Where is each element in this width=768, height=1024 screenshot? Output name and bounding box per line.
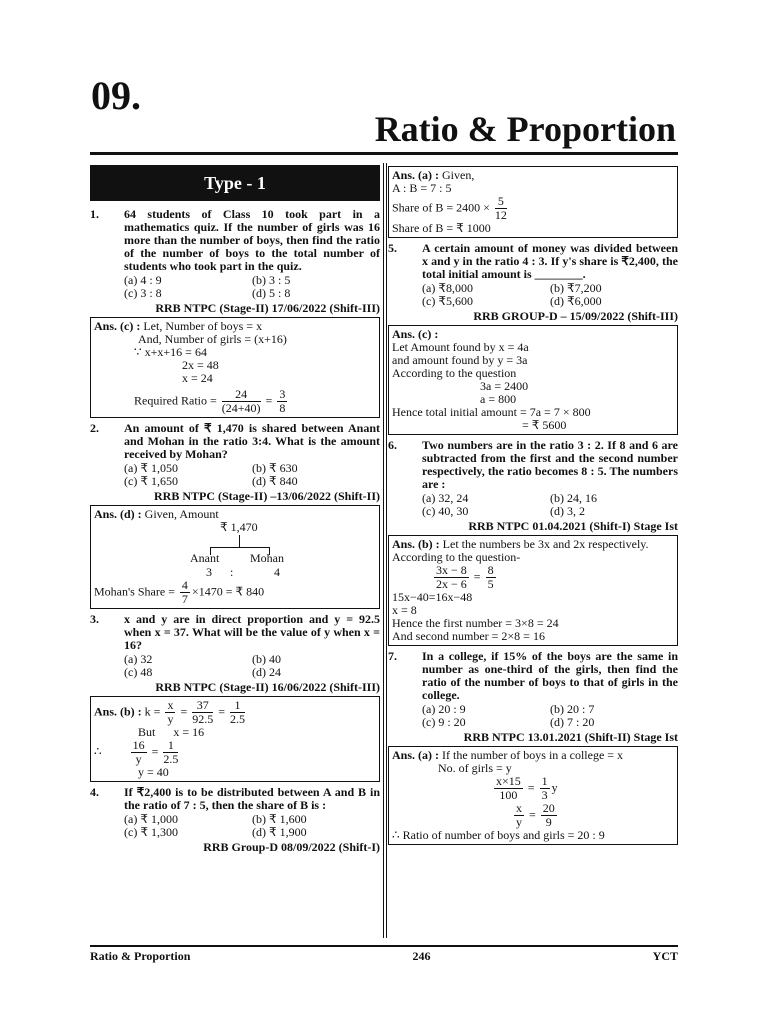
question-number: 1.: [90, 207, 99, 221]
answer-line: No. of girls = y: [438, 761, 512, 775]
answer-formula: [392, 195, 674, 222]
option-d: (d) 24: [252, 665, 281, 679]
denominator: 9: [545, 815, 552, 829]
fraction: [180, 579, 190, 606]
person-mohan: Mohan: [250, 551, 284, 565]
options: [90, 462, 380, 488]
publisher-mark: YCT: [652, 949, 678, 963]
fraction: [495, 195, 507, 222]
question-text: An amount of ₹ 1,470 is shared between Anant and Mohan in the ratio 3:4. What is the amount received by Mohan?: [124, 421, 380, 461]
question-1: [90, 208, 380, 273]
option-c: (c) 40, 30: [422, 504, 469, 518]
answer-line: ∴ Ratio of number of boys and girls = 20 : 9: [392, 828, 605, 842]
options: [90, 274, 380, 300]
question-number: 6.: [388, 438, 397, 452]
answer-line: x = 8: [392, 603, 417, 617]
answer-line: ×1470 = ₹ 840: [191, 584, 265, 599]
total-amount: ₹ 1,470: [220, 520, 258, 534]
answer-value: x = 16: [173, 725, 205, 739]
question-text: x and y are in direct proportion and y = 92.5 when x = 37. What will be the value of y when x = 16?: [124, 612, 380, 652]
question-text: In a college, if 15% of the boys are the same in number as one-third of the girls, then find the ratio of the number of boys to that of girls in the college.: [422, 649, 678, 702]
denominator: 2x − 6: [436, 577, 467, 591]
answer-head: Ans. (d) :: [94, 507, 142, 521]
denominator: 92.5: [192, 712, 214, 726]
option-c: (c) 3 : 8: [124, 286, 162, 300]
numerator: 3x − 8: [436, 563, 467, 577]
answer-formula: $\frac{x\times 15}{100}$ = $\frac{1}{3}$ y: [496, 774, 558, 802]
footer-title: Ratio & Proportion: [90, 949, 191, 963]
fraction: [540, 775, 550, 802]
denominator: 2.5: [163, 752, 179, 766]
question-5: [388, 242, 678, 281]
answer-line: x = 24: [182, 371, 213, 385]
option-b: (b) ₹ 1,600: [252, 812, 307, 826]
option-c: (c) 48: [124, 665, 153, 679]
answer-5: [388, 325, 678, 435]
option-d: (d) ₹ 1,900: [252, 825, 307, 839]
question-text: Two numbers are in the ratio 3 : 2. If 8 and 6 are subtracted from the first and the second number respectively, the ratio becomes 8 : 5. The numbers are :: [422, 438, 678, 491]
answer-line: 2x = 48: [182, 358, 219, 372]
fraction: [277, 388, 287, 415]
numerator: x×15: [496, 774, 521, 788]
numerator: x: [167, 698, 174, 712]
fraction: [494, 775, 523, 802]
tree-line: [239, 535, 240, 547]
answer-line: Let, Number of boys = x: [143, 319, 263, 333]
page-number: 246: [412, 949, 431, 963]
options: [388, 282, 678, 308]
options: [388, 492, 678, 518]
denominator: (24+40): [221, 401, 261, 415]
options: [90, 813, 380, 839]
question-number: 7.: [388, 649, 397, 663]
option-a: (a) ₹8,000: [422, 281, 473, 295]
fraction: [514, 802, 524, 829]
option-b: (b) 40: [252, 652, 281, 666]
answer-1: [90, 317, 380, 418]
numerator: 1: [541, 774, 548, 788]
options: [388, 703, 678, 729]
person-anant: Anant: [190, 551, 220, 565]
answer-7: [388, 746, 678, 845]
page-footer: [90, 945, 678, 964]
numerator: 1: [163, 739, 178, 753]
answer-formula: ∴ $\frac{16}{y}$ = $\frac{1}{2.5}$: [94, 738, 179, 766]
answer-head: Ans. (b) :: [392, 537, 440, 551]
answer-line: ∵ x+x+16 = 64: [134, 345, 207, 359]
option-c: (c) 9 : 20: [422, 715, 466, 729]
answer-line: 15x−40=16x−48: [392, 590, 473, 604]
answer-3: [90, 696, 380, 782]
answer-line: 3a = 2400: [480, 379, 529, 393]
numerator: 20: [542, 801, 555, 815]
option-a: (a) 20 : 9: [422, 702, 466, 716]
denominator: y: [135, 752, 142, 766]
fraction: [222, 388, 261, 415]
option-d: (d) ₹6,000: [550, 294, 602, 308]
question-source: RRB NTPC 13.01.2021 (Shift-II) Stage Ist: [463, 730, 678, 744]
ratio-part: 3: [206, 565, 212, 579]
fraction: [486, 564, 496, 591]
answer-line: a = 800: [480, 392, 517, 406]
question-6: [388, 439, 678, 491]
question-7: [388, 650, 678, 702]
answer-head: Ans. (a) :: [392, 168, 439, 182]
question-number: 4.: [90, 785, 99, 799]
answer-head: Ans. (a) :: [392, 748, 439, 762]
option-b: (b) 3 : 5: [252, 273, 291, 287]
option-c: (c) ₹ 1,650: [124, 474, 178, 488]
ratio-colon: :: [230, 565, 234, 579]
numerator: 37: [192, 699, 213, 713]
answer-line: Let the numbers be 3x and 2x respectively.: [442, 537, 649, 551]
column-divider: [383, 163, 384, 938]
question-text: A certain amount of money was divided between x and y in the ratio 4 : 3. If y's share is ₹2,400, the total initial amount is ________.: [422, 241, 678, 281]
numerator: 3: [279, 387, 286, 401]
ratio-part: 4: [274, 565, 280, 579]
split-diagram: [94, 521, 376, 579]
question-text: If ₹2,400 is to be distributed between A and B in the ratio of 7 : 5, then the share of B is :: [124, 785, 380, 812]
question-source: RRB NTPC (Stage-II) –13/06/2022 (Shift-II): [154, 489, 380, 503]
question-2: [90, 422, 380, 461]
question-source: RRB NTPC (Stage-II) 16/06/2022 (Shift-III): [155, 680, 380, 694]
answer-line: Required Ratio =: [134, 393, 217, 408]
question-number: 2.: [90, 421, 99, 435]
numerator: 24: [222, 388, 261, 402]
option-c: (c) ₹5,600: [422, 294, 473, 308]
option-a: (a) ₹ 1,050: [124, 461, 178, 475]
denominator: y: [167, 712, 174, 726]
option-a: (a) 32, 24: [422, 491, 469, 505]
question-3: [90, 613, 380, 652]
option-b: (b) 20 : 7: [550, 702, 595, 716]
numerator: 8: [487, 563, 494, 577]
numerator: x: [516, 801, 522, 815]
denominator: y: [516, 815, 522, 829]
option-a: (a) 32: [124, 652, 153, 666]
answer-formula: Ans. (b) : k = $\frac{x}{y}$ = $\frac{37}{92.5}$ = $\frac{1}{2.5}$: [94, 698, 246, 726]
denominator: 100: [499, 788, 518, 802]
answer-head: Ans. (c) :: [94, 319, 141, 333]
chapter-number: 09.: [91, 73, 141, 118]
fraction: [163, 739, 178, 766]
option-a: (a) 4 : 9: [124, 273, 162, 287]
question-text: 64 students of Class 10 took part in a mathematics quiz. If the number of girls was 16 more than the number of boys, then find the ratio of the number of boys to the total number of students who took part in the quiz.: [124, 207, 380, 273]
option-b: (b) 24, 16: [550, 491, 597, 505]
question-4: [90, 786, 380, 812]
right-column: [388, 163, 678, 849]
title-rule: [90, 152, 678, 155]
answer-line: Hence the first number = 3×8 = 24: [392, 616, 559, 630]
answer-line: Let Amount found by x = 4a: [392, 340, 529, 354]
question-number: 5.: [388, 241, 397, 255]
answer-formula: [94, 579, 376, 606]
answer-line: Hence total initial amount = 7a = 7 × 800: [392, 405, 591, 419]
answer-formula: $\frac{x}{y}$ = $\frac{20}{9}$: [516, 801, 555, 829]
type-heading: Type - 1: [90, 165, 380, 201]
denominator: 3: [541, 788, 548, 802]
numerator: 16: [132, 738, 145, 752]
answer-line: A : B = 7 : 5: [392, 181, 452, 195]
answer-2: [90, 505, 380, 609]
answer-line: Given,: [442, 168, 475, 182]
answer-formula: Required Ratio = $\frac{24}{(24+40)}$ = $\frac{3}{8}$: [134, 387, 286, 415]
variable: y: [551, 780, 558, 795]
question-source: RRB GROUP-D – 15/09/2022 (Shift-III): [473, 309, 678, 323]
option-d: (d) ₹ 840: [252, 474, 298, 488]
answer-line: y = 40: [138, 765, 169, 779]
answer-line: and amount found by y = 3a: [392, 353, 528, 367]
answer-word: But: [138, 725, 156, 739]
therefore-symbol: ∴: [94, 744, 102, 759]
column-divider: [386, 163, 387, 938]
answer-line: If the number of boys in a college = x: [442, 748, 624, 762]
tree-line: [210, 547, 270, 548]
fraction: [192, 699, 213, 726]
answer-formula: $\frac{3x - 8}{2x - 6}$ = $\frac{8}{5}$: [436, 563, 494, 591]
answer-4: [388, 166, 678, 238]
answer-line: According to the question-: [392, 550, 521, 564]
options: [90, 653, 380, 679]
question-source: RRB NTPC (Stage-II) 17/06/2022 (Shift-III): [155, 301, 380, 315]
question-source: RRB NTPC 01.04.2021 (Shift-I) Stage Ist: [468, 519, 678, 533]
question-source: RRB Group-D 08/09/2022 (Shift-I): [203, 840, 380, 854]
left-column: [90, 163, 380, 854]
answer-head: Ans. (c) :: [392, 327, 439, 341]
fraction: [434, 564, 469, 591]
option-c: (c) ₹ 1,300: [124, 825, 178, 839]
answer-line: Share of B = 2400 ×: [392, 200, 490, 215]
option-b: (b) ₹7,200: [550, 281, 602, 295]
option-d: (d) 3, 2: [550, 504, 585, 518]
answer-line: Mohan's Share =: [94, 584, 175, 599]
denominator: 8: [279, 401, 286, 415]
answer-line: According to the question: [392, 366, 517, 380]
question-number: 3.: [90, 612, 99, 626]
denominator: 12: [494, 208, 507, 222]
option-a: (a) ₹ 1,000: [124, 812, 178, 826]
option-d: (d) 7 : 20: [550, 715, 595, 729]
numerator: 1: [230, 699, 245, 713]
fraction: [131, 739, 147, 766]
answer-line: = ₹ 5600: [522, 418, 567, 432]
answer-line: Share of B = ₹ 1000: [392, 221, 491, 235]
answer-line: k =: [144, 704, 161, 719]
chapter-title: Ratio & Proportion: [374, 109, 676, 149]
option-d: (d) 5 : 8: [252, 286, 291, 300]
answer-line: And second number = 2×8 = 16: [392, 629, 545, 643]
option-b: (b) ₹ 630: [252, 461, 298, 475]
answer-6: [388, 535, 678, 646]
answer-head: Ans. (b) :: [94, 704, 142, 719]
answer-line: Given, Amount: [144, 507, 219, 521]
denominator: 2.5: [230, 712, 246, 726]
denominator: 7: [181, 592, 188, 606]
numerator: 4: [181, 578, 188, 592]
fraction: [541, 802, 557, 829]
answer-line: And, Number of girls = (x+16): [138, 332, 287, 346]
denominator: 5: [487, 577, 494, 591]
numerator: 5: [495, 195, 507, 209]
fraction: [165, 699, 175, 726]
fraction: [230, 699, 245, 726]
